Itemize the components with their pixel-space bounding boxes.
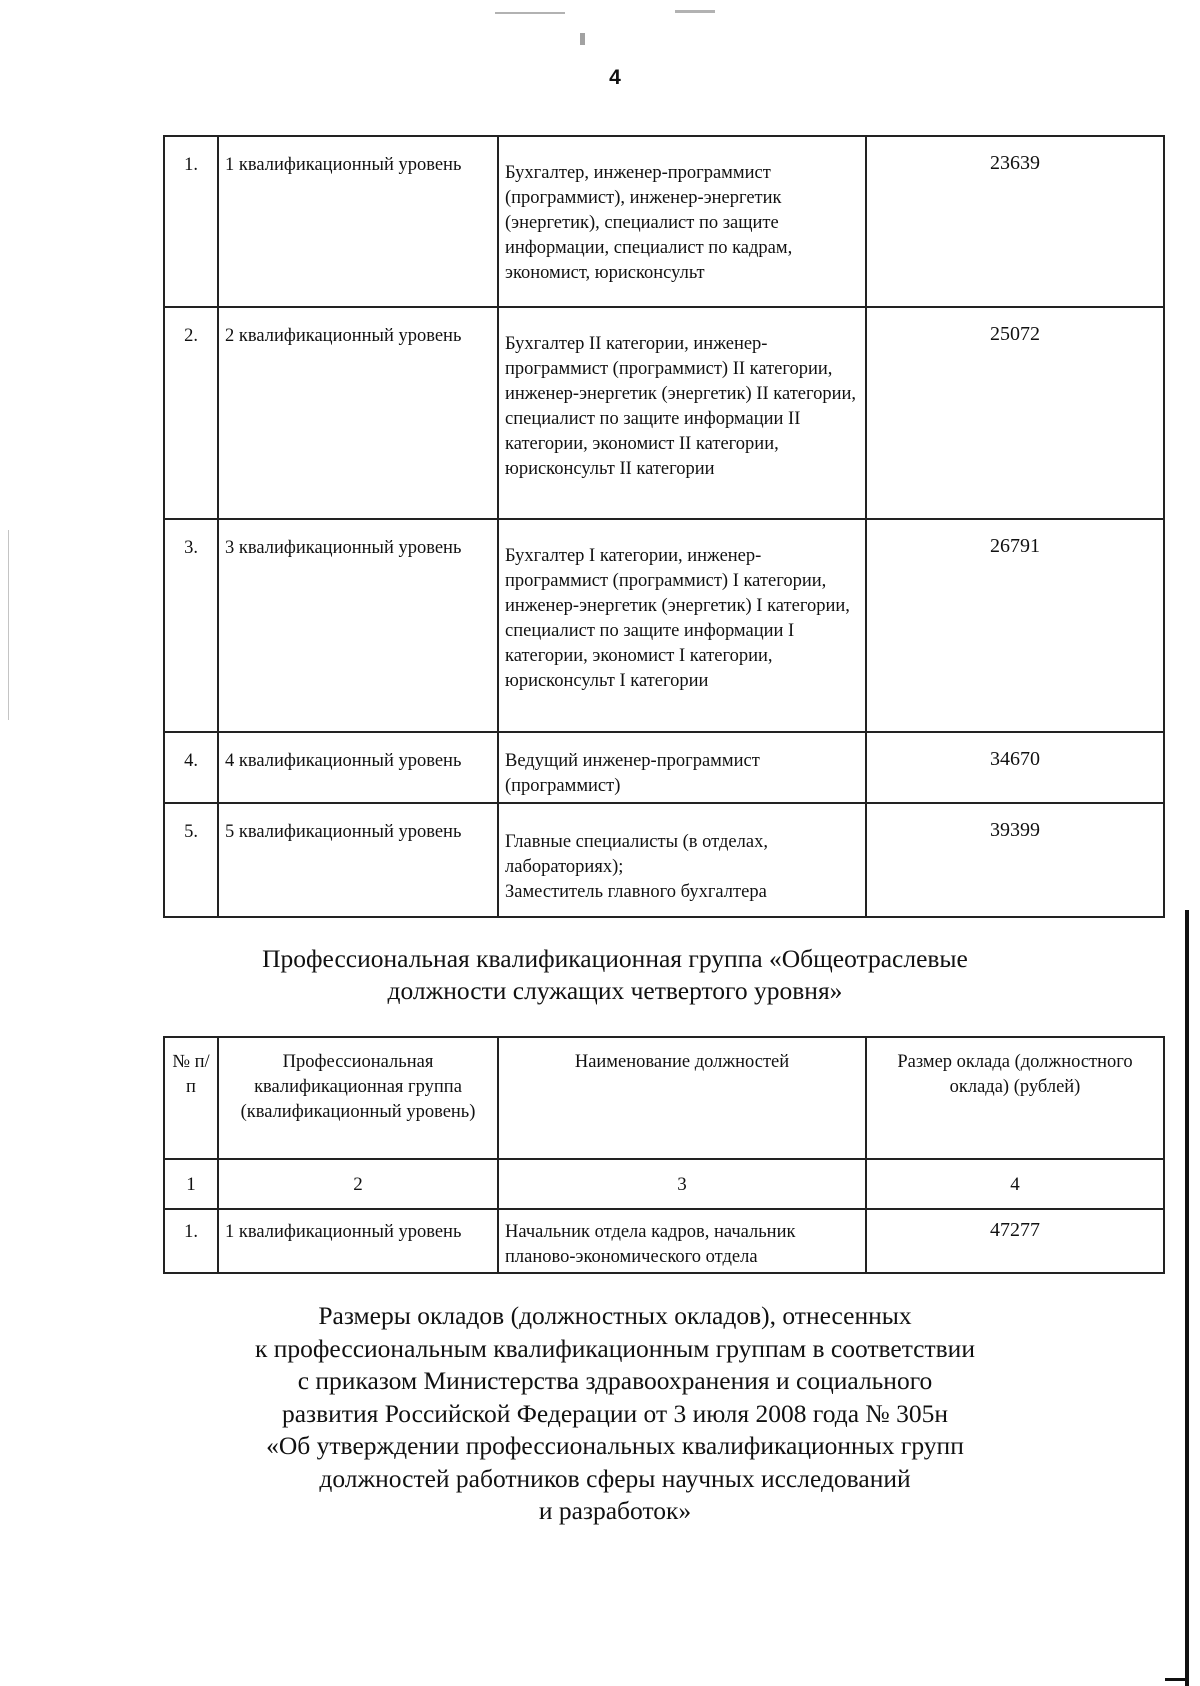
salary-value: 34670 [866, 732, 1164, 803]
heading-line: с приказом Министерства здравоохранения и социального [297, 1366, 933, 1395]
qualification-level: 5 квалификационный уровень [218, 803, 498, 917]
table-row [164, 732, 1164, 803]
table-index-row [164, 1159, 1164, 1209]
table-row [164, 803, 1164, 917]
scan-artifact-top-right [675, 10, 715, 13]
scan-artifact-right-edge [1185, 910, 1189, 1686]
scan-artifact-left-edge [8, 530, 9, 720]
position-text: Заместитель главного бухгалтера [505, 882, 767, 902]
position-names [498, 307, 866, 519]
page-number: 4 [609, 66, 621, 89]
column-index: 3 [498, 1159, 866, 1209]
position-names [498, 136, 866, 307]
heading-line: и разработок» [538, 1496, 692, 1525]
scan-artifact-top-left [495, 12, 565, 14]
salary-value: 25072 [866, 307, 1164, 519]
heading-line: «Об утверждении профессиональных квалификационных групп [266, 1431, 964, 1460]
salary-table-general [163, 135, 1165, 918]
position-text: Бухгалтер I категории, инженер-программист (программист) I категории, инженер-энергетик (энергетик) I категории, специалист по защите информации I категории, экономист I категории, юрисконсульт I категории [505, 546, 850, 691]
scan-artifact-top-center [580, 33, 585, 45]
column-index: 1 [164, 1159, 218, 1209]
row-number: 1. [164, 136, 218, 307]
column-header-number: № п/п [164, 1037, 218, 1159]
position-text: Главные специалисты (в отделах, лабораториях); [505, 832, 768, 877]
column-header-salary: Размер оклада (должностного оклада) (рублей) [866, 1037, 1164, 1159]
qualification-level: 4 квалификационный уровень [218, 732, 498, 803]
heading-line: к профессиональным квалификационным группам в соответствии [255, 1333, 975, 1363]
heading-line: Размеры окладов (должностных окладов), отнесенных [318, 1301, 912, 1330]
scan-artifact-bottom-right [1165, 1678, 1185, 1681]
column-index: 2 [218, 1159, 498, 1209]
table-row [164, 307, 1164, 519]
heading-line: развития Российской Федерации от 3 июля 2008 года № 305н [281, 1398, 948, 1428]
row-number: 2. [164, 307, 218, 519]
heading-line: должностей работников сферы научных исследований [319, 1463, 911, 1493]
qualification-level: 1 квалификационный уровень [218, 1209, 498, 1273]
position-text: Ведущий инженер-программист (программист) [505, 751, 760, 796]
salary-value: 47277 [866, 1209, 1164, 1273]
position-names [498, 732, 866, 803]
table-row [164, 1209, 1164, 1273]
qualification-level: 3 квалификационный уровень [218, 519, 498, 732]
salary-value: 23639 [866, 136, 1164, 307]
heading-line: Профессиональная квалификационная группа «Общеотраслевые [262, 944, 968, 973]
table-row [164, 519, 1164, 732]
position-text: Бухгалтер II категории, инженер-программист (программист) II категории, инженер-энергетик (энергетик) II категории, специалист по защите информации II категории, экономист II категории, юрисконсульт II категории [505, 334, 857, 479]
salary-value: 26791 [866, 519, 1164, 732]
column-header-group: Профессиональная квалификационная группа (квалификационный уровень) [218, 1037, 498, 1159]
position-text: Бухгалтер, инженер-программист (программист), инженер-энергетик (энергетик), специалист по защите информации, специалист по кадрам, экономист, юрисконсульт [505, 163, 793, 283]
row-number: 3. [164, 519, 218, 732]
position-names [498, 519, 866, 732]
qualification-level: 1 квалификационный уровень [218, 136, 498, 307]
section-heading-research-order [140, 1300, 1090, 1528]
table-header-row [164, 1037, 1164, 1159]
salary-value: 39399 [866, 803, 1164, 917]
row-number: 1. [164, 1209, 218, 1273]
position-names: Начальник отдела кадров, начальник планово-экономического отдела [498, 1209, 866, 1273]
section-heading-fourth-level [140, 943, 1090, 1007]
column-index: 4 [866, 1159, 1164, 1209]
row-number: 5. [164, 803, 218, 917]
salary-table-fourth-level [163, 1036, 1165, 1274]
qualification-level: 2 квалификационный уровень [218, 307, 498, 519]
row-number: 4. [164, 732, 218, 803]
column-header-positions: Наименование должностей [498, 1037, 866, 1159]
heading-line: должности служащих четвертого уровня» [387, 976, 843, 1005]
position-names [498, 803, 866, 917]
table-row [164, 136, 1164, 307]
